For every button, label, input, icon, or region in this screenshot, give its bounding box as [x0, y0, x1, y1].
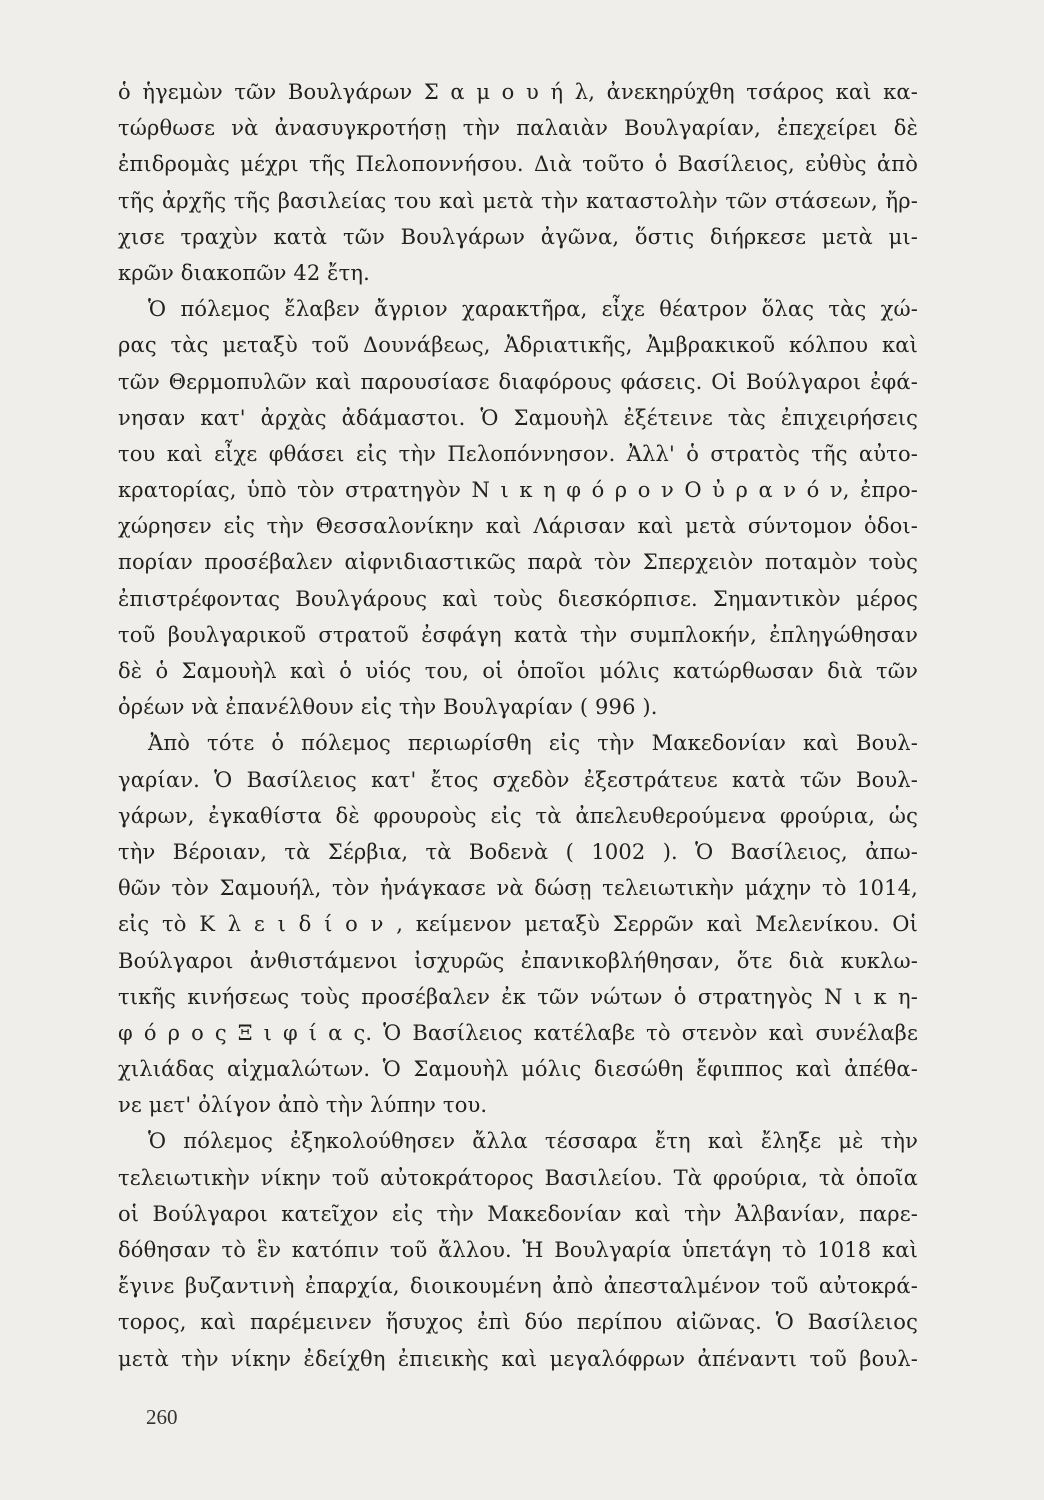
text-line: θῶν τὸν Σαμουήλ, τὸν ἠνάγκασε νὰ δώσῃ τελειωτικὴν μάχην τὸ 1014,	[118, 876, 918, 901]
text-line: του καὶ εἶχε φθάσει εἰς τὴν Πελοπόννησον. Ἀλλ' ὁ στρατὸς τῆς αὐτο-	[118, 441, 918, 466]
text-line: χιλιάδας αἰχμαλώτων. Ὁ Σαμουὴλ μόλις διεσώθη ἔφιππος καὶ ἀπέθα-	[118, 1057, 918, 1082]
text-line: χώρησεν εἰς τὴν Θεσσαλονίκην καὶ Λάρισαν καὶ μετὰ σύντομον ὁδοι-	[118, 514, 918, 539]
text-line: δόθησαν τὸ ἓν κατόπιν τοῦ ἄλλου. Ἡ Βουλγαρία ὑπετάγη τὸ 1018 καὶ	[118, 1238, 918, 1262]
text-line: φ ό ρ ο ς Ξ ι φ ί α ς. Ὁ Βασίλειος κατέλαβε τὸ στενὸν καὶ συνέλαβε	[118, 1020, 918, 1045]
text-line: γαρίαν. Ὁ Βασίλειος κατ' ἔτος σχεδὸν ἐξεστράτευε κατὰ τῶν Βουλ-	[118, 767, 918, 792]
text-line: ἐπιστρέφοντας Βουλγάρους καὶ τοὺς διεσκόρπισε. Σημαντικὸν μέρος	[118, 586, 918, 611]
text-line: ἔγινε βυζαντινὴ ἐπαρχία, διοικουμένη ἀπὸ ἀπεσταλμένον τοῦ αὐτοκρά-	[118, 1274, 918, 1299]
text-line: ὁ ἡγεμὼν τῶν Βουλγάρων Σ α μ ο υ ή λ, ἀνεκηρύχθη τσάρος καὶ κα-	[118, 80, 918, 104]
text-line: τώρθωσε νὰ ἀνασυγκροτήσῃ τὴν παλαιὰν Βουλγαρίαν, ἐπεχείρει δὲ	[118, 116, 918, 141]
text-line: γάρων, ἐγκαθίστα δὲ φρουροὺς εἰς τὰ ἀπελευθερούμενα φρούρια, ὡς	[118, 803, 918, 828]
text-line: χισε τραχὺν κατὰ τῶν Βουλγάρων ἀγῶνα, ὅστις διήρκεσε μετὰ μι-	[118, 224, 918, 249]
text-line: πορίαν προσέβαλεν αἰφνιδιαστικῶς παρὰ τὸν Σπερχειὸν ποταμὸν τοὺς	[118, 550, 918, 575]
text-line: τικῆς κινήσεως τοὺς προσέβαλεν ἐκ τῶν νώτων ὁ στρατηγὸς Ν ι κ η-	[118, 984, 918, 1009]
text-line: μετὰ τὴν νίκην ἐδείχθη ἐπιεικὴς καὶ μεγαλόφρων ἀπέναντι τοῦ βουλ-	[118, 1346, 918, 1371]
text-line: κρῶν διακοπῶν 42 ἔτη.	[118, 260, 370, 285]
text-line: ὀρέων νὰ ἐπανέλθουν εἰς τὴν Βουλγαρίαν ( 996 ).	[118, 695, 658, 720]
text-line: τῶν Θερμοπυλῶν καὶ παρουσίασε διαφόρους φάσεις. Οἱ Βούλγαροι ἐφά-	[118, 369, 918, 394]
text-line: τοῦ βουλγαρικοῦ στρατοῦ ἐσφάγη κατὰ τὴν συμπλοκήν, ἐπληγώθησαν	[118, 622, 918, 647]
text-line: οἱ Βούλγαροι κατεῖχον εἰς τὴν Μακεδονίαν καὶ τὴν Ἀλβανίαν, παρε-	[118, 1201, 918, 1226]
text-line: Βούλγαροι ἀνθιστάμενοι ἰσχυρῶς ἐπανικοβλήθησαν, ὅτε διὰ κυκλω-	[118, 948, 918, 973]
text-line: ἐπιδρομὰς μέχρι τῆς Πελοποννήσου. Διὰ τοῦτο ὁ Βασίλειος, εὐθὺς ἀπὸ	[118, 152, 918, 177]
text-line: δὲ ὁ Σαμουὴλ καὶ ὁ υἱός του, οἱ ὁποῖοι μόλις κατώρθωσαν διὰ τῶν	[118, 659, 918, 683]
text-line: τὴν Βέροιαν, τὰ Σέρβια, τὰ Βοδενὰ ( 1002 ). Ὁ Βασίλειος, ἀπω-	[118, 839, 918, 864]
text-line: νε μετ' ὀλίγον ἀπὸ τὴν λύπην του.	[118, 1093, 488, 1118]
text-line: Ἀπὸ τότε ὁ πόλεμος περιωρίσθη εἰς τὴν Μακεδονίαν καὶ Βουλ-	[148, 731, 918, 756]
text-line: νησαν κατ' ἀρχὰς ἀδάμαστοι. Ὁ Σαμουὴλ ἐξέτεινε τὰς ἐπιχειρήσεις	[118, 405, 918, 430]
page-number: 260	[146, 1405, 178, 1429]
text-line: ρας τὰς μεταξὺ τοῦ Δουνάβεως, Ἀδριατικῆς, Ἀμβρακικοῦ κόλπου καὶ	[118, 333, 918, 358]
text-line: Ὁ πόλεμος ἔλαβεν ἄγριον χαρακτῆρα, εἶχε θέατρον ὅλας τὰς χώ-	[148, 297, 918, 322]
text-line: κρατορίας, ὑπὸ τὸν στρατηγὸν Ν ι κ η φ ό ρ ο ν Ο ὐ ρ α ν ό ν, ἐπρο-	[118, 478, 918, 503]
text-line: εἰς τὸ Κ λ ε ι δ ί ο ν , κείμενον μεταξὺ Σερρῶν καὶ Μελενίκου. Οἱ	[118, 912, 918, 937]
text-line: Ὁ πόλεμος ἐξηκολούθησεν ἄλλα τέσσαρα ἔτη καὶ ἔληξε μὲ τὴν	[148, 1129, 918, 1154]
text-line: τελειωτικὴν νίκην τοῦ αὐτοκράτορος Βασιλείου. Τὰ φρούρια, τὰ ὁποῖα	[118, 1165, 918, 1190]
text-line: τορος, καὶ παρέμεινεν ἥσυχος ἐπὶ δύο περίπου αἰῶνας. Ὁ Βασίλειος	[118, 1310, 918, 1335]
body-text	[118, 74, 918, 1377]
text-line: τῆς ἀρχῆς τῆς βασιλείας του καὶ μετὰ τὴν καταστολὴν τῶν στάσεων, ἤρ-	[118, 188, 918, 213]
